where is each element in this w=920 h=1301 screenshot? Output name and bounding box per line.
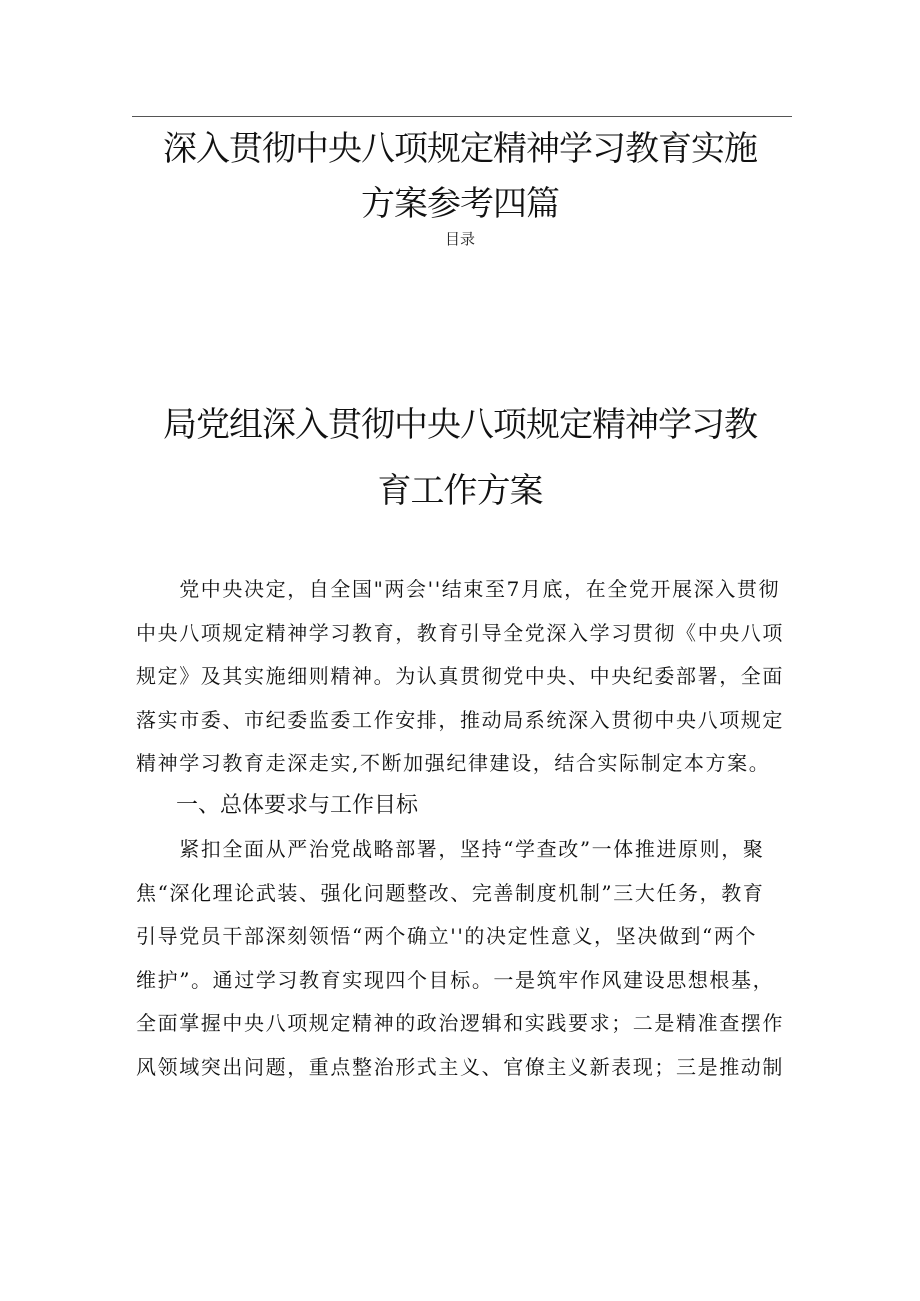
paragraph-line: 焦“深化理论武装、强化问题整改、完善制度机制”三大任务，教育	[136, 880, 765, 905]
document-title-line-2: 方案参考四篇	[361, 184, 559, 224]
paragraph-line: 紧扣全面从严治党战略部署，坚持“学查改”一体推进原则，聚	[136, 837, 765, 861]
paragraph-line: 全面掌握中央八项规定精神的政治逻辑和实践要求；二是精准查摆作	[136, 1011, 784, 1035]
section-title-line-2: 育工作方案	[377, 471, 543, 511]
section-title-line-1: 局党组深入贯彻中央八项规定精神学习教	[163, 405, 757, 445]
header-rule	[132, 116, 792, 117]
paragraph-line: 维护”。通过学习教育实现四个目标。一是筑牢作风建设思想根基，	[136, 967, 775, 992]
paragraph-line: 精神学习教育走深走实,不断加强纪律建设，结合实际制定本方案。	[136, 751, 771, 775]
paragraph-line: 引导党员干部深刻领悟“两个确立''的决定性意义，坚决做到“两个	[136, 924, 758, 948]
table-of-contents-label: 目录	[444, 230, 475, 248]
intro-paragraph	[136, 568, 788, 786]
requirements-paragraph	[136, 828, 788, 1089]
paragraph-line: 规定》及其实施细则精神。为认真贯彻党中央、中央纪委部署，全面	[136, 664, 784, 688]
document-title-line-1: 深入贯彻中央八项规定精神学习教育实施	[163, 129, 757, 169]
paragraph-line: 党中央决定，自全国"两会''结束至7月底，在全党开展深入贯彻	[136, 577, 781, 601]
paragraph-line: 风领域突出问题，重点整治形式主义、官僚主义新表现；三是推动制	[136, 1054, 784, 1079]
section-heading-general-requirements: 一、总体要求与工作目标	[176, 793, 419, 818]
paragraph-line: 落实市委、市纪委监委工作安排，推动局系统深入贯彻中央八项规定	[136, 707, 784, 732]
paragraph-line: 中央八项规定精神学习教育，教育引导全党深入学习贯彻《中央八项	[136, 620, 784, 645]
